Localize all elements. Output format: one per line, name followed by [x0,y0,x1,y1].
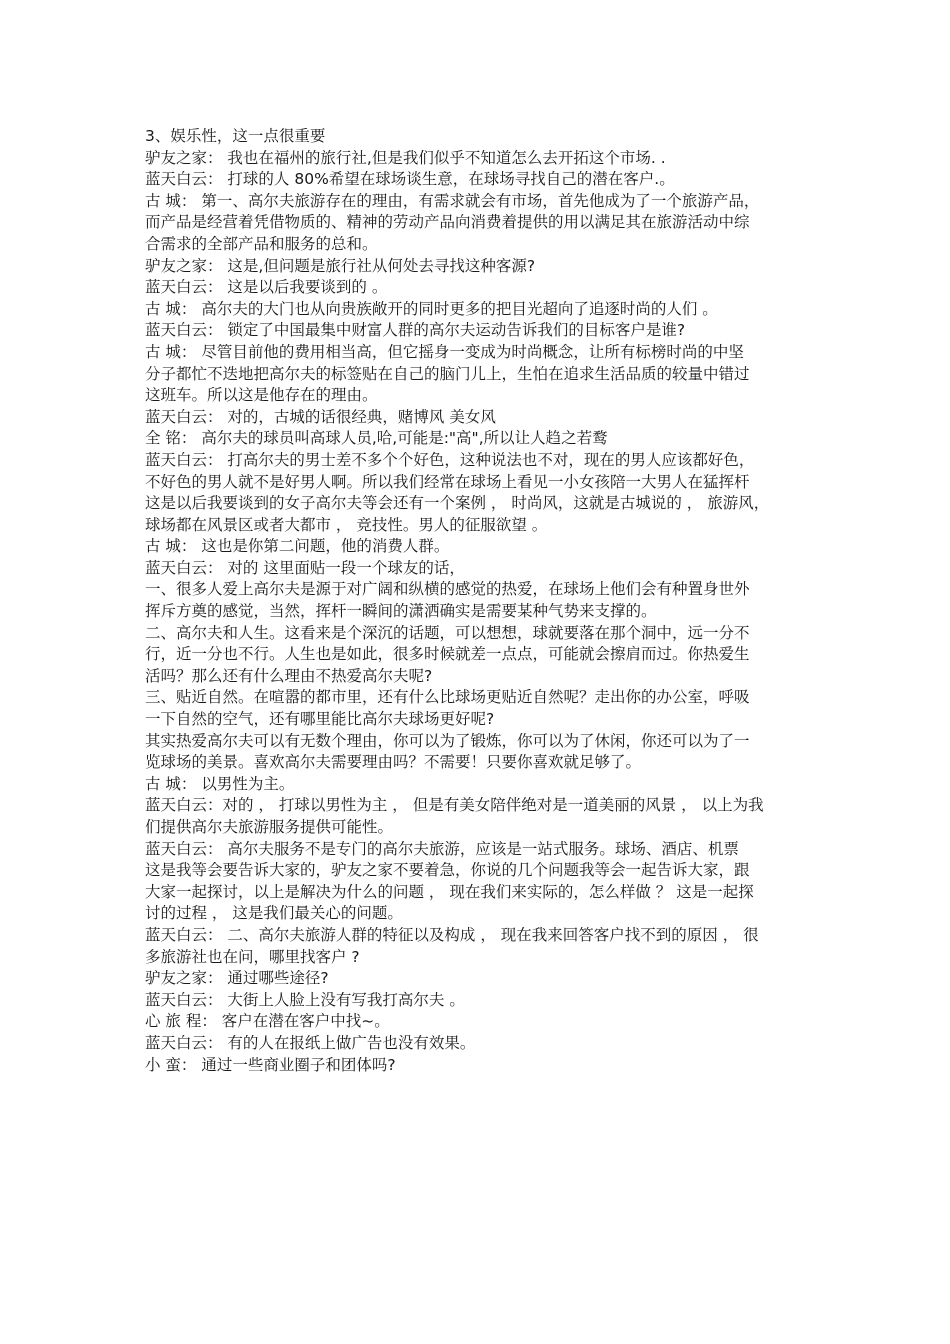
text-line: 驴友之家： 这是,但问题是旅行社从何处去寻找这种客源? [145,256,536,275]
text-line: 蓝天白云： 这是以后我要谈到的 。 [145,278,388,297]
text-line: 蓝天白云： 打球的人 80%希望在球场谈生意，在球场寻找自己的潜在客户.。 [145,170,675,189]
text-line: 蓝天白云： 大街上人脸上没有写我打高尔夫 。 [145,990,465,1009]
text-line: 蓝天白云： 打高尔夫的男士差不多个个好色，这种说法也不对，现在的男人应该都好色， [145,450,755,469]
text-line: 其实热爱高尔夫可以有无数个理由，你可以为了锻炼，你可以为了休闲，你还可以为了一 [145,731,750,750]
text-line: 行，近一分也不行。人生也是如此，很多时候就差一点点，可能就会擦肩而过。你热爱生 [145,645,750,664]
text-line: 不好色的男人就不是好男人啊。所以我们经常在球场上看见一小女孩陪一大男人在猛挥杆 [145,472,750,491]
text-line: 心 旅 程： 客户在潜在客户中找~。 [145,1012,390,1031]
text-line: 而产品是经营着凭借物质的、精神的劳动产品向消费着提供的用以满足其在旅游活动中综 [145,213,750,232]
text-line: 3、娱乐性，这一点很重要 [145,127,326,145]
text-line: 三、贴近自然。在喧嚣的都市里，还有什么比球场更贴近自然呢？走出你的办公室，呼吸 [145,688,750,707]
text-line: 合需求的全部产品和服务的总和。 [145,234,378,253]
text-line: 这是我等会要告诉大家的，驴友之家不要着急，你说的几个问题我等会一起告诉大家，跟 [145,861,750,880]
text-line: 小 蛮： 通过一些商业圈子和团体吗? [145,1055,396,1074]
text-line: 这是以后我要谈到的女子高尔夫等会还有一个案例 ， 时尚风，这就是古城说的 ， 旅游风， [145,494,770,513]
document-page [145,126,817,1076]
text-line: 驴友之家： 通过哪些途径? [145,969,329,988]
text-line: 一、很多人爱上高尔夫是源于对广阔和纵横的感觉的热爱，在球场上他们会有种置身世外 [145,580,750,599]
text-line: 们提供高尔夫旅游服务提供可能性。 [145,818,394,836]
text-line: 分子都忙不迭地把高尔夫的标签贴在自己的脑门儿上，生怕在追求生活品质的较量中错过 [145,364,750,383]
text-line: 览球场的美景。喜欢高尔夫需要理由吗？不需要！只要你喜欢就足够了。 [145,753,642,772]
text-line: 活吗？那么还有什么理由不热爱高尔夫呢? [145,666,433,685]
text-line: 二、高尔夫和人生。这看来是个深沉的话题，可以想想，球就要落在那个洞中，远一分不 [145,623,750,642]
text-line: 蓝天白云： 有的人在报纸上做广告也没有效果。 [145,1033,476,1052]
text-line: 蓝天白云： 对的 这里面贴一段一个球友的话， [145,558,465,577]
text-line: 球场都在风景区或者大都市 ， 竞技性。男人的征服欲望 。 [145,515,548,534]
text-line: 古 城： 第一、高尔夫旅游存在的理由，有需求就会有市场，首先他成为了一个旅游产品， [145,191,760,210]
text-line: 古 城： 以男性为主。 [145,774,295,793]
text-line: 蓝天白云： 锁定了中国最集中财富人群的高尔夫运动告诉我们的目标客户是谁? [145,321,686,340]
text-line: 古 城： 尽管目前他的费用相当高，但它摇身一变成为时尚概念，让所有标榜时尚的中坚 [145,342,744,361]
text-line: 一下自然的空气，还有哪里能比高尔夫球场更好呢? [145,710,495,729]
text-line: 讨的过程 ， 这是我们最关心的问题。 [145,904,403,923]
text-line: 蓝天白云： 对的，古城的话很经典，赌博风 美女风 [145,407,496,426]
text-line: 古 城： 这也是你第二问题，他的消费人群。 [145,537,450,556]
text-line: 蓝天白云： 二、高尔夫旅游人群的特征以及构成 ， 现在我来回答客户找不到的原因 ， 很 [145,925,759,944]
text-line: 古 城： 高尔夫的大门也从向贵族敞开的同时更多的把目光超向了追逐时尚的人们 。 [145,299,718,318]
text-line: 挥斥方奠的感觉，当然，挥杆一瞬间的潇洒确实是需要某种气势来支撑的。 [145,602,657,621]
text-line: 这班车。所以这是他存在的理由。 [145,386,378,405]
text-line: 蓝天白云： 高尔夫服务不是专门的高尔夫旅游，应该是一站式服务。球场、酒店、机票 [145,839,739,858]
text-line: 驴友之家： 我也在福州的旅行社,但是我们似乎不知道怎么去开拓这个市场. . [145,148,666,167]
text-line: 蓝天白云：对的 ， 打球以男性为主 ， 但是有美女陪伴绝对是一道美丽的风景 ， 以上为我 [145,796,764,815]
text-line: 全 铭： 高尔夫的球员叫高球人员,哈,可能是:"高",所以让人趋之若鹜 [145,429,608,448]
text-line: 多旅游社也在问，哪里找客户 ? [145,947,360,966]
text-line: 大家一起探讨，以上是解决为什么的问题 ， 现在我们来实际的，怎么样做 ？ 这是一起探 [145,882,754,901]
